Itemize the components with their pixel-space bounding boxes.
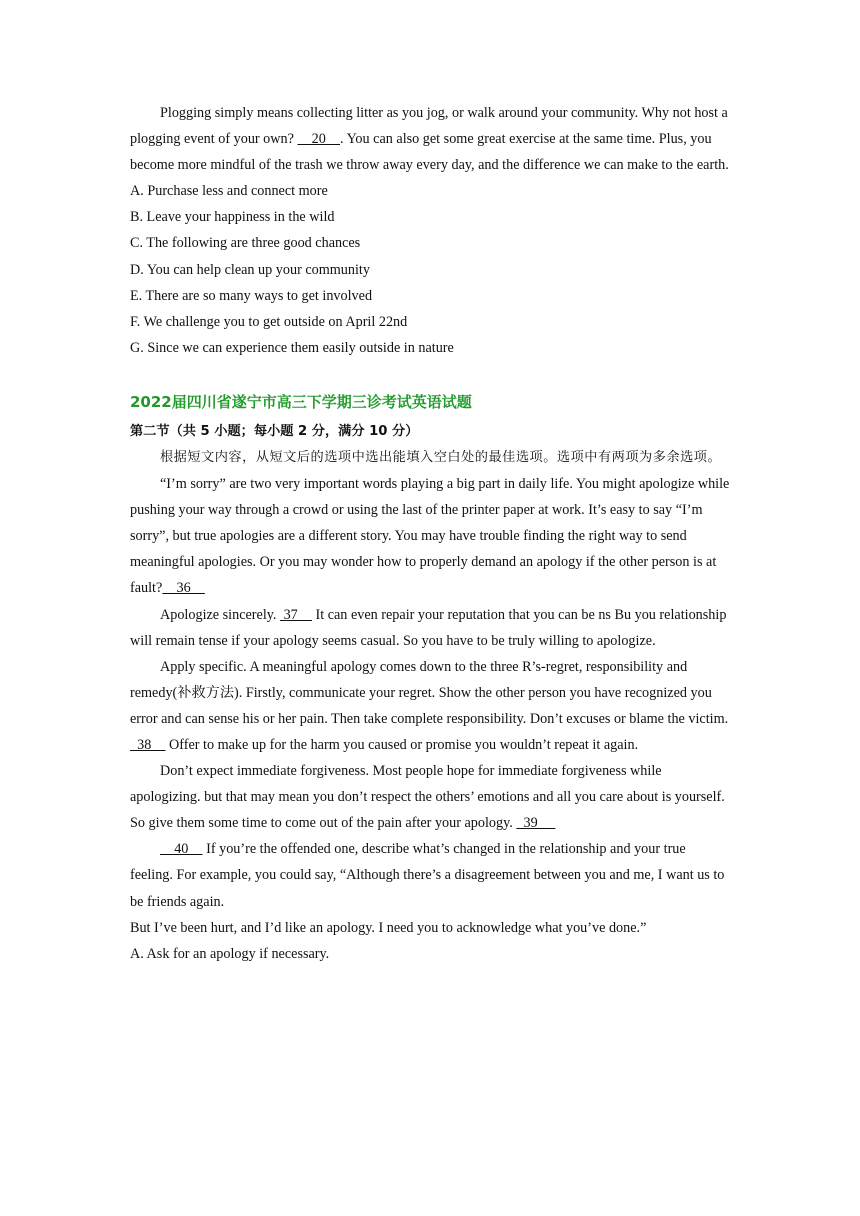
passage2-paragraph-2	[130, 602, 730, 654]
option-a: A. Ask for an apology if necessary.	[130, 945, 330, 962]
option-a: A. Purchase less and connect more	[130, 183, 328, 200]
blank-38: 38	[130, 736, 166, 753]
paragraph-text: If you’re the offended one, describe what’s changed in the relationship and your true feeling. For example, you could say, “Although there’s a disagreement between you and me, I want us to be friends again.	[130, 841, 725, 910]
passage1-paragraph	[130, 100, 730, 178]
paragraph-text: Apologize sincerely.	[160, 606, 281, 623]
blank-36: 36	[162, 580, 205, 597]
option-e: E. There are so many ways to get involved	[130, 287, 373, 304]
passage2-paragraph-1	[130, 471, 730, 601]
section-heading: 第二节（共 5 小题；每小题 2 分，满分 10 分）	[130, 423, 419, 439]
passage2-paragraph-3	[130, 654, 730, 758]
blank-37: 37	[280, 606, 312, 623]
passage2-paragraph-4	[130, 758, 730, 836]
paragraph-text: Offer to make up for the harm you caused or promise you wouldn’t repeat it again.	[165, 736, 639, 753]
option-f: F. We challenge you to get outside on April 22nd	[130, 313, 408, 330]
option-b: B. Leave your happiness in the wild	[130, 209, 335, 226]
exam-title: 2022届四川省遂宁市高三下学期三诊考试英语试题	[130, 392, 472, 411]
passage2-paragraph-5	[130, 836, 730, 914]
paragraph-text: Don’t expect immediate forgiveness. Most people hope for immediate forgiveness while apologizing. but that may mean you don’t respect the others’ emotions and all you care about is yourself. So give them some time to come out of the pain after your apology.	[130, 763, 725, 832]
blank-40: 40	[160, 841, 203, 858]
paragraph-text: “I’m sorry” are two very important words playing a big part in daily life. You might apologize while pushing your way through a crowd or using the last of the printer paper at work. It’s easy to say “I’m sorry”, but true apologies are a different story. You may have trouble finding the right way to send meaningful apologies. Or you may wonder how to properly demand an apology if the other person is at fault?	[130, 476, 730, 597]
passage2-paragraph-6: But I’ve been hurt, and I’d like an apology. I need you to acknowledge what you’ve done.”	[130, 919, 647, 936]
option-c: C. The following are three good chances	[130, 235, 361, 252]
document-page	[130, 100, 730, 967]
paragraph-text: . You can also get some great exercise at the same time. Plus, you become more mindful of the trash we throw away every day, and the difference we can make to the earth.	[130, 131, 729, 174]
option-d: D. You can help clean up your community	[130, 261, 370, 278]
option-g: G. Since we can experience them easily outside in nature	[130, 339, 454, 356]
passage2-options	[130, 941, 730, 967]
instruction-text: 根据短文内容，从短文后的选项中选出能填入空白处的最佳选项。选项中有两项为多余选项。	[160, 449, 722, 465]
paragraph-text: It can even repair your reputation that you can be ns Bu you relationship will remain tense if your apology seems casual. So you have to be truly willing to apologize.	[130, 606, 727, 649]
blank-39: 39	[516, 815, 556, 832]
paragraph-text: Apply specific. A meaningful apology comes down to the three R’s-regret, responsibility and remedy(补救方法). Firstly, communicate your regret. Show the other person you have recognized you error and can sense his or her pain. Then take complete responsibility. Don’t excuses or blame the victim.	[130, 658, 729, 727]
paragraph-text: Plogging simply means collecting litter as you jog, or walk around your community. Why not host a plogging event of your own?	[130, 105, 728, 148]
blank-20: 20	[297, 131, 341, 148]
passage1-options	[130, 178, 730, 361]
